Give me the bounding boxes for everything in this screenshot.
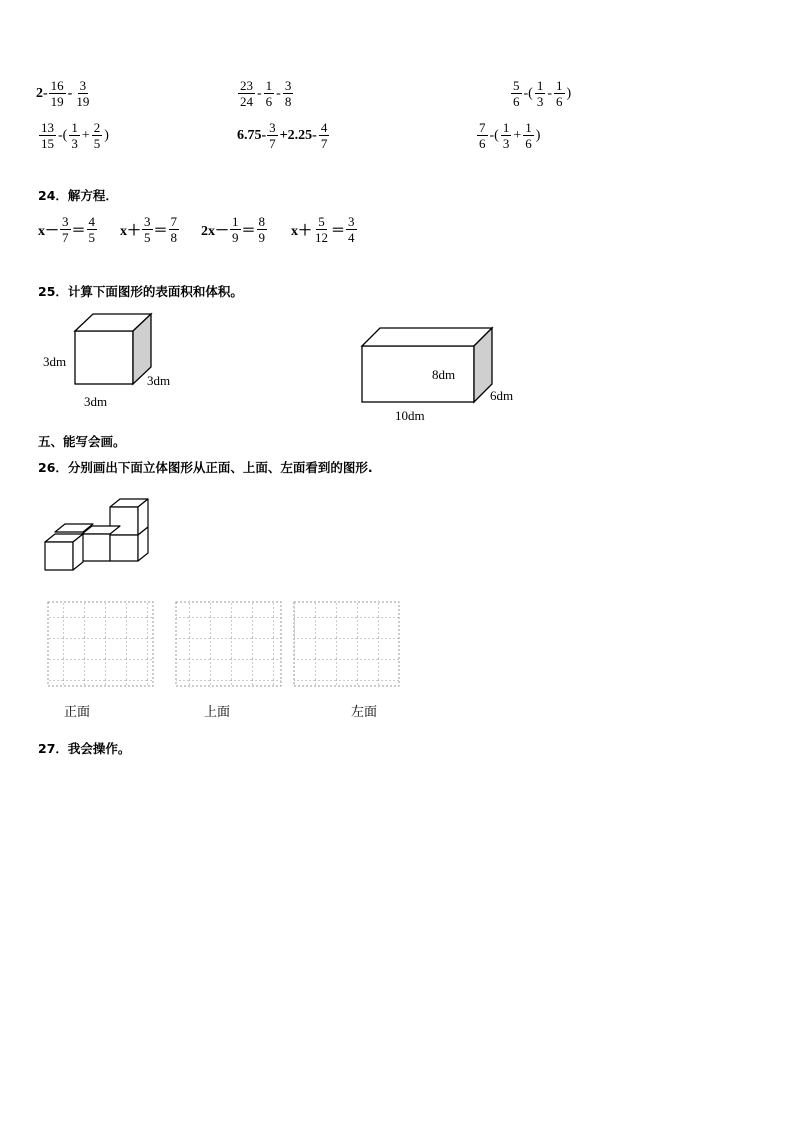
numerator: 1 — [525, 120, 532, 135]
cuboid-height-label: 8dm — [432, 367, 456, 382]
fraction — [477, 120, 488, 151]
grid-top — [176, 602, 281, 686]
denominator: 9 — [232, 230, 239, 245]
numerator: 8 — [258, 214, 265, 229]
view-grids — [0, 596, 794, 696]
question-25-title: 25．计算下面图形的表面积和体积。 — [38, 284, 243, 299]
grid-top-cells — [176, 602, 281, 686]
denominator: 7 — [269, 136, 276, 151]
denominator: 4 — [348, 230, 355, 245]
numerator: 3 — [62, 214, 69, 229]
cube-shape — [75, 314, 151, 384]
numerator: 1 — [536, 78, 544, 93]
fraction — [60, 214, 71, 245]
fraction — [74, 78, 91, 109]
numerator: 7 — [479, 120, 486, 135]
expr-text: 6.75- — [237, 127, 267, 143]
denominator: 19 — [76, 94, 90, 109]
denominator: 5 — [144, 230, 151, 245]
fraction — [230, 214, 241, 245]
operator: ) — [566, 85, 572, 101]
numerator: 3 — [79, 78, 87, 93]
denominator: 8 — [284, 94, 292, 109]
denominator: 8 — [170, 230, 177, 245]
equals-sign: ＝ — [71, 223, 86, 239]
fraction — [346, 214, 357, 245]
operator: -( — [58, 127, 68, 143]
fraction — [523, 120, 534, 151]
expr-r1-2 — [237, 78, 294, 109]
equation-1 — [38, 214, 98, 245]
denominator: 7 — [320, 136, 328, 151]
fraction — [313, 214, 330, 245]
operator: +2.25- — [279, 127, 317, 143]
denominator: 6 — [265, 94, 273, 109]
denominator: 6 — [556, 94, 563, 109]
cube-front-face — [110, 535, 138, 561]
denominator: 15 — [41, 136, 54, 151]
operator: ) — [535, 127, 541, 143]
cuboid-shape — [362, 328, 492, 402]
operator: + — [81, 127, 90, 143]
cube-height-label: 3dm — [43, 354, 67, 369]
question-27-title: 27．我会操作。 — [38, 741, 131, 756]
grid-left-cells — [294, 602, 399, 686]
numerator: 1 — [71, 120, 78, 135]
operator: - — [547, 85, 552, 101]
numerator: 5 — [513, 78, 520, 93]
question-24-title: 24．解方程． — [38, 188, 118, 203]
operator: - — [257, 85, 262, 101]
fraction — [92, 120, 103, 151]
expr-r2-3 — [476, 120, 541, 151]
numerator: 1 — [232, 214, 239, 229]
cube-front-face — [82, 534, 110, 561]
block-stack-figure — [40, 494, 155, 574]
equation-2 — [120, 214, 180, 245]
expr-r1-3 — [510, 78, 572, 109]
denominator: 6 — [525, 136, 532, 151]
equals-sign: ＝ — [153, 223, 168, 239]
fraction — [69, 120, 80, 151]
fraction — [257, 214, 268, 245]
denominator: 5 — [93, 136, 101, 151]
numerator: 1 — [265, 78, 273, 93]
fraction — [283, 78, 294, 109]
equals-sign: ＝ — [331, 223, 345, 239]
denominator: 24 — [240, 94, 253, 109]
fraction — [169, 214, 180, 245]
numerator: 7 — [170, 214, 177, 229]
operator: - — [67, 85, 73, 101]
grid-left — [294, 602, 399, 686]
top-view-caption: 上面 — [204, 705, 231, 720]
numerator: 1 — [502, 120, 510, 135]
equation-3 — [201, 214, 268, 245]
fraction — [511, 78, 522, 109]
denominator: 9 — [258, 230, 265, 245]
operator: -( — [489, 127, 499, 143]
fraction — [87, 214, 98, 245]
cube-depth-label: 3dm — [147, 373, 171, 388]
equation-text: x－ — [38, 223, 59, 239]
fraction — [501, 120, 512, 151]
numerator: 2 — [93, 120, 101, 135]
numerator: 3 — [284, 78, 292, 93]
equals-sign: ＝ — [241, 223, 256, 239]
denominator: 3 — [71, 136, 78, 151]
denominator: 3 — [536, 94, 544, 109]
fraction — [238, 78, 255, 109]
cube-front-face — [45, 542, 73, 570]
numerator: 3 — [348, 214, 355, 229]
cuboid-front-face — [362, 346, 474, 402]
denominator: 19 — [50, 94, 64, 109]
numerator: 4 — [88, 214, 95, 229]
left-view-caption: 左面 — [351, 705, 378, 720]
equation-4 — [291, 214, 358, 245]
equation-text: 2x－ — [201, 223, 229, 239]
section-5-title: 五、能写会画。 — [38, 434, 126, 449]
cuboid-depth-label: 6dm — [490, 388, 514, 403]
numerator: 1 — [556, 78, 563, 93]
denominator: 7 — [62, 230, 69, 245]
denominator: 12 — [315, 230, 328, 245]
fraction — [535, 78, 546, 109]
fraction — [264, 78, 275, 109]
fraction — [142, 214, 153, 245]
solids-figure — [0, 300, 794, 430]
expr-text: 2- — [36, 85, 48, 101]
equation-text: x＋ — [120, 223, 141, 239]
numerator: 16 — [50, 78, 64, 93]
expr-r2-2 — [237, 120, 330, 151]
operator: + — [513, 127, 522, 143]
expr-r2-1 — [38, 120, 110, 151]
numerator: 3 — [144, 214, 151, 229]
cube-width-label: 3dm — [84, 394, 108, 409]
fraction — [554, 78, 565, 109]
numerator: 3 — [269, 120, 276, 135]
fraction — [39, 120, 56, 151]
fraction — [267, 120, 278, 151]
question-26-title: 26．分别画出下面立体图形从正面、上面、左面看到的图形. — [38, 460, 373, 475]
operator: - — [276, 85, 281, 101]
cuboid-length-label: 10dm — [395, 408, 425, 423]
cube-front-face — [75, 331, 133, 384]
expr-r1-1 — [36, 78, 92, 109]
front-view-caption: 正面 — [64, 705, 91, 720]
denominator: 5 — [88, 230, 95, 245]
operator: ) — [104, 127, 109, 143]
denominator: 3 — [502, 136, 510, 151]
numerator: 5 — [318, 214, 325, 229]
grid-front — [48, 602, 153, 686]
denominator: 6 — [479, 136, 486, 151]
numerator: 23 — [240, 78, 253, 93]
grid-front-cells — [48, 602, 153, 686]
fraction — [49, 78, 66, 109]
fraction — [319, 120, 330, 151]
numerator: 13 — [41, 120, 54, 135]
cuboid-top-face — [362, 328, 492, 346]
numerator: 4 — [320, 120, 328, 135]
equation-text: x＋ — [291, 223, 312, 239]
denominator: 6 — [513, 94, 520, 109]
operator: -( — [523, 85, 533, 101]
